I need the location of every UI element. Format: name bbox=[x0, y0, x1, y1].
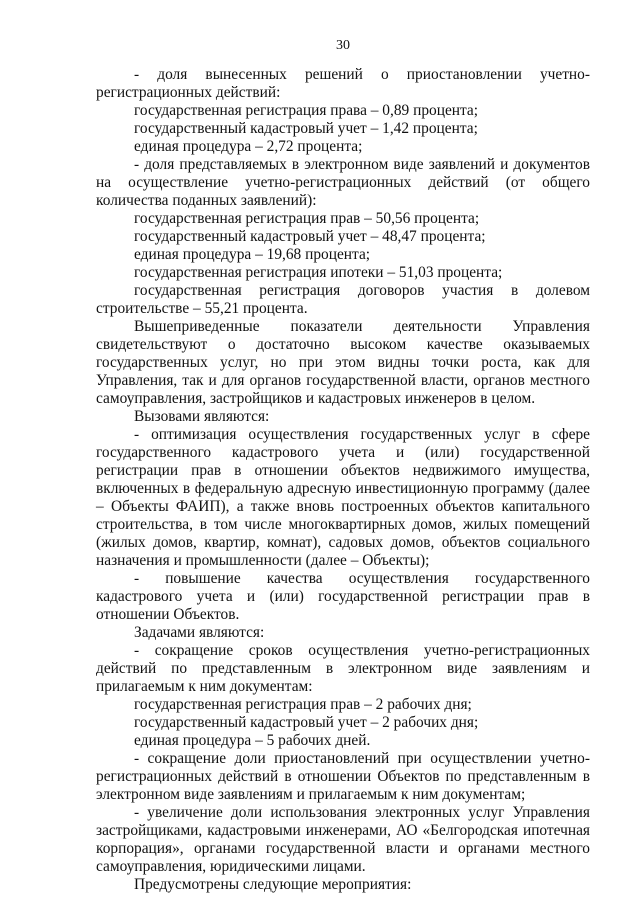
paragraph: - сокращение сроков осуществления учетно-регистрационных действий по представленным в электронном виде заявлениям и прилагаемым к ним документам: bbox=[96, 642, 590, 695]
paragraph: единая процедура – 5 рабочих дней. bbox=[134, 732, 371, 749]
paragraph: Вызовами являются: bbox=[134, 408, 270, 425]
paragraph: государственная регистрация прав – 2 рабочих дня; bbox=[134, 696, 472, 713]
paragraph: Вышеприведенные показатели деятельности Управления свидетельствуют о достаточно высоком качестве оказываемых государственных услуг, но при этом видны точки роста, как для Управления, так и для органов государственной власти, органов местного самоуправления, застройщиков и кадастровых инженеров в целом. bbox=[96, 318, 590, 407]
document-body bbox=[96, 66, 590, 894]
paragraph: Задачами являются: bbox=[134, 624, 265, 641]
paragraph: единая процедура – 2,72 процента; bbox=[134, 138, 363, 155]
paragraph: государственная регистрация права – 0,89 процента; bbox=[134, 102, 479, 119]
page-number: 30 bbox=[336, 38, 350, 53]
paragraph: государственный кадастровый учет – 2 рабочих дня; bbox=[134, 714, 479, 731]
paragraph: - оптимизация осуществления государственных услуг в сфере государственного кадастрового учета и (или) государственной регистрации прав в отношении объектов недвижимого имущества, включенных в федеральную адресную инвестиционную программу (далее – Объекты ФАИП), а также вновь построенных объектов капитального строительства, в том числе многоквартирных домов, жилых помещений (жилых домов, квартир, комнат), садовых домов, объектов социального назначения и промышленности (далее – Объекты); bbox=[96, 426, 590, 569]
paragraph: Предусмотрены следующие мероприятия: bbox=[134, 876, 412, 893]
paragraph: - доля вынесенных решений о приостановлении учетно-регистрационных действий: bbox=[96, 66, 590, 101]
paragraph: - сокращение доли приостановлений при осуществлении учетно-регистрационных действий в отношении Объектов по представленным в электронном виде заявлениям и прилагаемым к ним документам; bbox=[96, 750, 590, 803]
paragraph: - повышение качества осуществления государственного кадастрового учета и (или) государственной регистрации прав в отношении Объектов. bbox=[96, 570, 590, 623]
paragraph: государственная регистрация прав – 50,56 процента; bbox=[134, 210, 480, 227]
paragraph: единая процедура – 19,68 процента; bbox=[134, 246, 371, 263]
paragraph: - увеличение доли использования электронных услуг Управления застройщиками, кадастровыми инженерами, АО «Белгородская ипотечная корпорация», органами государственной власти и органами местного самоуправления, юридическими лицами. bbox=[96, 804, 590, 875]
paragraph: государственная регистрация ипотеки – 51,03 процента; bbox=[134, 264, 503, 281]
paragraph: государственный кадастровый учет – 48,47 процента; bbox=[134, 228, 486, 245]
paragraph: государственный кадастровый учет – 1,42 процента; bbox=[134, 120, 478, 137]
paragraph: государственная регистрация договоров участия в долевом строительстве – 55,21 процента. bbox=[96, 282, 590, 317]
paragraph: - доля представляемых в электронном виде заявлений и документов на осуществление учетно-регистрационных действий (от общего количества поданных заявлений): bbox=[96, 156, 590, 209]
